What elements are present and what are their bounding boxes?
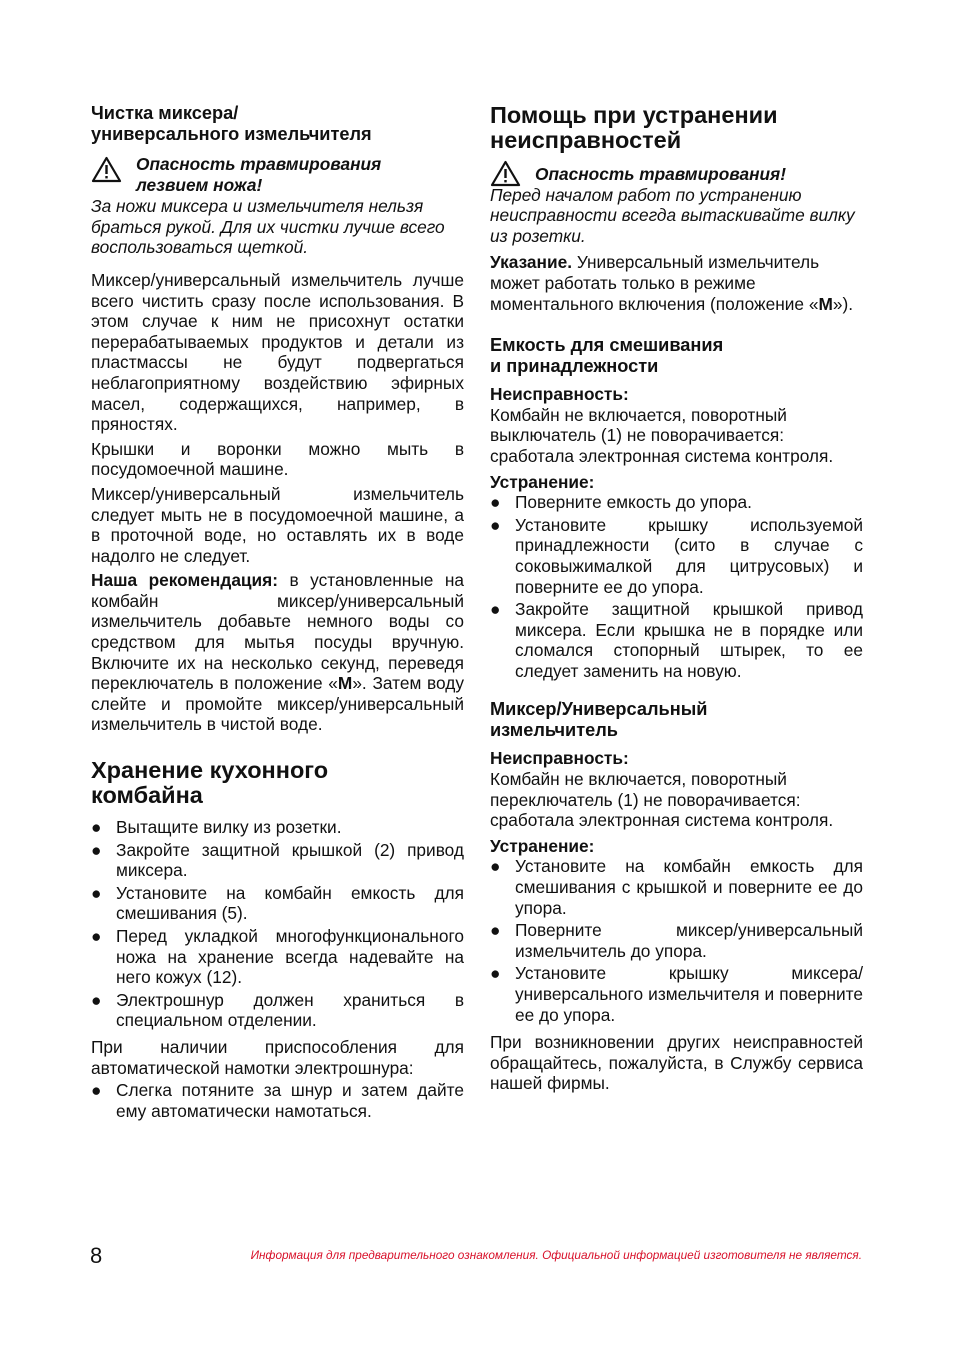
right-column <box>490 103 863 1094</box>
storage-list <box>91 817 464 1031</box>
cleaning-title: Чистка миксера/ универсального измельчителя <box>91 103 372 144</box>
note-label: Указание. <box>490 252 573 273</box>
list-item: ● Электрошнур должен храниться в специальном отделении. <box>91 989 464 1031</box>
fault-label: Неисправность: <box>490 748 629 769</box>
warning-title: Опасность травмирования лезвием ножа! <box>136 154 382 195</box>
list-item: ● Установите на комбайн емкость для смешивания с крышкой и поверните ее до упора. <box>490 856 863 918</box>
cord-paragraph: При наличии приспособления для автоматической намотки электрошнура: <box>91 1036 464 1078</box>
wash-paragraph: Миксер/универсальный измельчитель следует мыть не в посудомоечной машине, а в проточной воде, но оставлять их в воде надолго не следует. <box>91 483 464 566</box>
warning-triangle-icon <box>91 156 122 183</box>
recommendation-label: Наша рекомендация: <box>91 570 279 591</box>
mixer-fix-list <box>490 856 863 1025</box>
fix-label: Устранение: <box>490 835 595 856</box>
fix-label: Устранение: <box>490 471 595 492</box>
cleaning-paragraph: Миксер/универсальный измельчитель лучше всего чистить сразу после использования. В этом случае к ним не присохнут остатки перерабатываемых продуктов и детали из пластмассы не будут подвергаться неблагоприятному воздействию эфирных масел, содержащихся, например, в пряностях. <box>91 269 464 435</box>
cord-list <box>91 1080 464 1121</box>
bullet-icon: ● <box>490 856 501 877</box>
list-item: ● Слегка потяните за шнур и затем дайте ему автоматически намотаться. <box>91 1080 464 1121</box>
warning-blade <box>91 154 464 258</box>
bullet-icon: ● <box>490 599 501 620</box>
list-item: ● Перед укладкой многофункционального ножа на хранение всегда надевайте на него кожух (12). <box>91 926 464 988</box>
list-item: ● Установите на комбайн емкость для смешивания (5). <box>91 882 464 924</box>
list-item: ● Закройте защитной крышкой (2) привод миксера. <box>91 839 464 881</box>
storage-title: Хранение кухонного комбайна <box>91 757 329 809</box>
bullet-icon: ● <box>91 839 102 860</box>
troubleshooting-title: Помощь при устранении неисправностей <box>490 102 778 153</box>
warning-injury <box>490 164 863 246</box>
warning-text: За ножи миксера и измельчителя нельзя браться рукой. Для их чистки лучше всего воспользоваться щеткой. <box>91 196 445 258</box>
fault-label: Неисправность: <box>490 384 629 405</box>
warning-title: Опасность травмирования! <box>535 164 786 184</box>
disclaimer-note: Информация для предварительного ознакомления. Официальной информацией изготовителя не является. <box>250 1248 862 1262</box>
list-item: ● Установите крышку используемой принадлежности (сито в случае с соковыжималкой для цитрусовых) и поверните ее до упора. <box>490 514 863 597</box>
bullet-icon: ● <box>490 514 501 535</box>
page-number: 8 <box>90 1243 103 1268</box>
lids-paragraph: Крышки и воронки можно мыть в посудомоечной машине. <box>91 438 464 480</box>
mixer-title: Миксер/Универсальный измельчитель <box>490 699 708 741</box>
bullet-icon: ● <box>91 1080 102 1101</box>
recommendation-paragraph: Наша рекомендация: в установленные на комбайн миксер/универсальный измельчитель добавьте немного воды со средством для мытья посуды вручную. Включите их на несколько секунд, переведя переключатель в положение «M». Затем воду слейте и промойте миксер/универсальный измельчитель в чистой воде. <box>91 570 464 735</box>
bowl-fault-text: Комбайн не включается, поворотный выключатель (1) не поворачивается: сработала электронная система контроля. <box>490 404 834 466</box>
bullet-icon: ● <box>490 920 501 941</box>
bowl-fix-list <box>490 492 863 681</box>
list-item: ● Закройте защитной крышкой привод миксера. Если крышка не в порядке или сломался стопорный штырек, то ее следует заменить на новую. <box>490 599 863 681</box>
bullet-icon: ● <box>91 882 102 903</box>
bullet-icon: ● <box>490 963 501 984</box>
final-paragraph: При возникновении других неисправностей обращайтесь, пожалуйста, в Службу сервиса нашей фирмы. <box>490 1032 863 1094</box>
mode-m-label: M <box>337 673 353 694</box>
mixer-fault-text: Комбайн не включается, поворотный переключатель (1) не поворачивается: сработала электронная система контроля. <box>490 769 834 831</box>
left-column <box>91 103 464 1123</box>
list-item: ● Вытащите вилку из розетки. <box>91 817 342 838</box>
bullet-icon: ● <box>91 989 102 1010</box>
warning-triangle-icon <box>490 160 521 187</box>
bowl-title: Емкость для смешивания и принадлежности <box>490 335 724 377</box>
bullet-icon: ● <box>91 817 102 838</box>
warning-text: Перед началом работ по устранению неисправности всегда вытаскивайте вилку из розетки. <box>490 184 855 246</box>
list-item: ● Поверните миксер/универсальный измельчитель до упора. <box>490 920 863 961</box>
bullet-icon: ● <box>490 492 501 513</box>
bullet-icon: ● <box>91 926 102 946</box>
note-paragraph: Указание. Универсальный измельчитель может работать только в режиме моментального включения (положение «M»). <box>490 252 854 314</box>
list-item: ● Установите крышку миксера/универсального измельчителя и поверните ее до упора. <box>490 963 863 1025</box>
mode-m-label: M <box>818 293 833 314</box>
list-item: ● Поверните емкость до упора. <box>490 492 752 513</box>
